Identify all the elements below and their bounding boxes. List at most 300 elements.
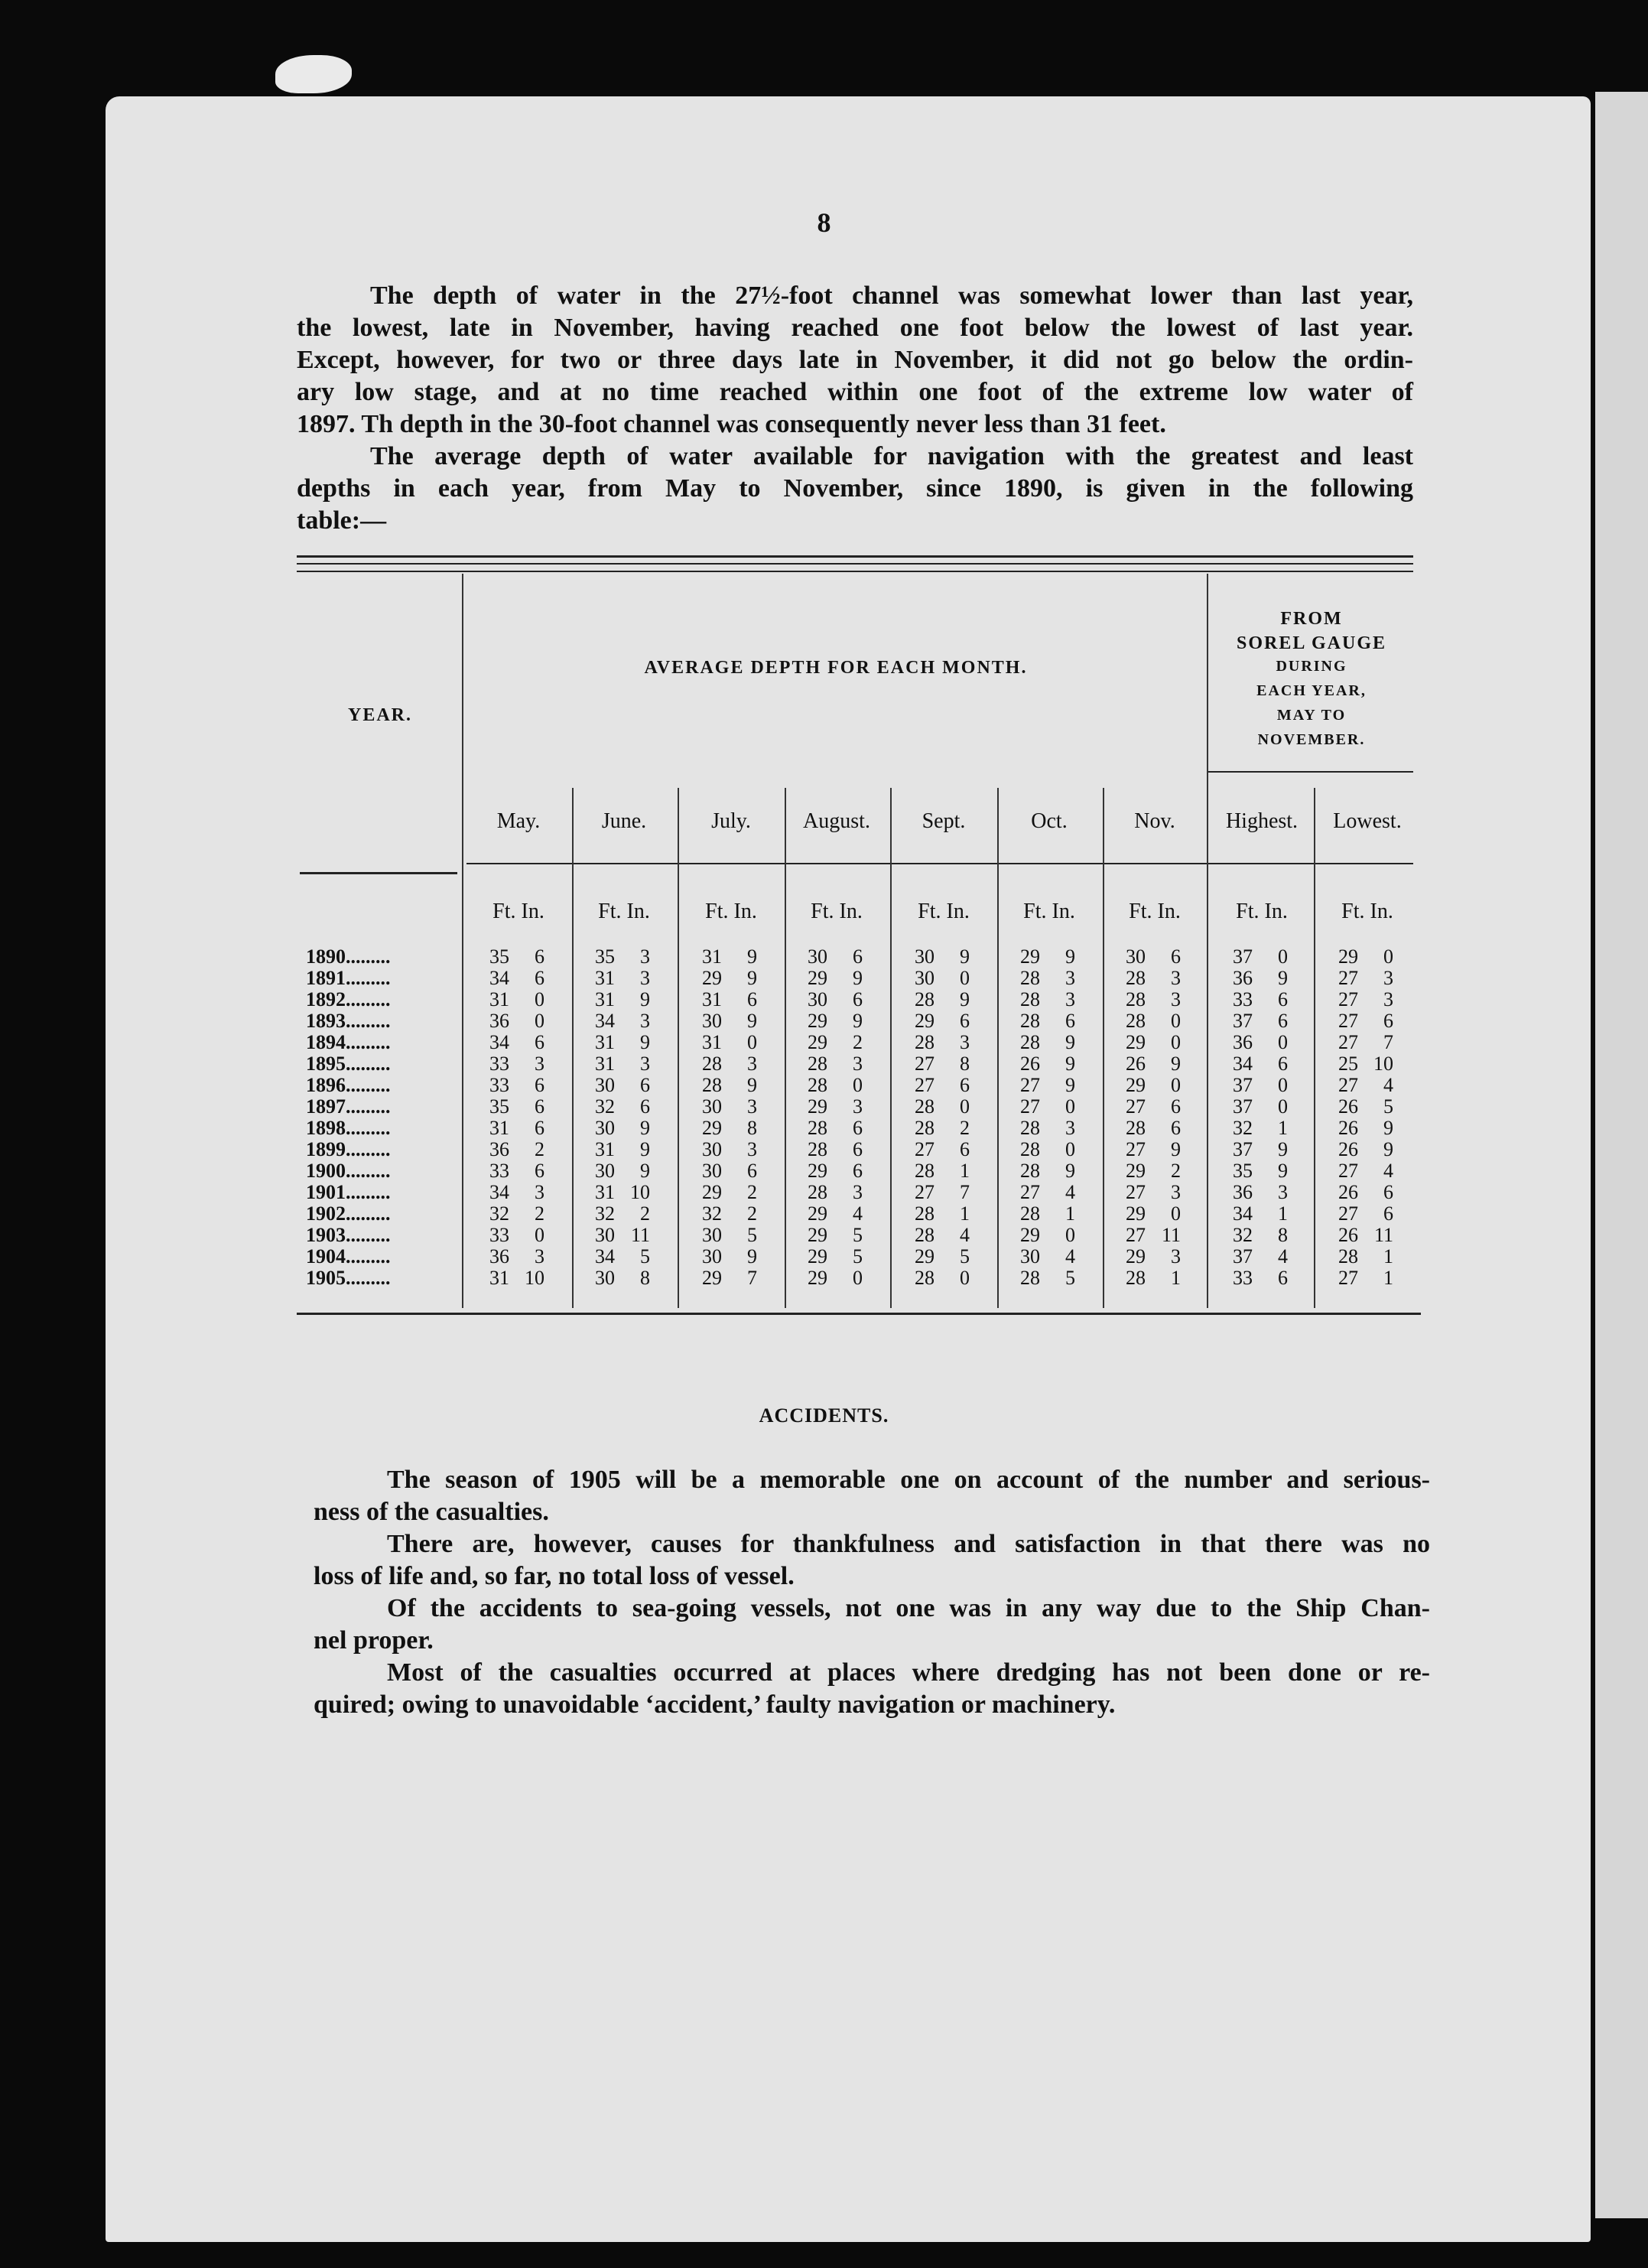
year-cell: 1903......... [306,1224,391,1246]
feet-cell: 34 [1233,1202,1253,1225]
feet-cell: 29 [808,1031,827,1053]
inches-cell: 0 [1065,1138,1075,1160]
inches-cell: 6 [1171,1095,1181,1118]
inches-cell: 3 [1171,988,1181,1010]
column-divider [785,788,786,1308]
inches-cell: 9 [640,988,650,1010]
feet-cell: 27 [1338,967,1358,989]
inches-cell: 9 [960,945,970,968]
feet-cell: 30 [702,1138,722,1160]
inches-cell: 5 [640,1245,650,1267]
inches-cell: 1 [1383,1245,1393,1267]
inches-cell: 9 [1278,1160,1288,1182]
feet-cell: 35 [1233,1160,1253,1182]
inches-cell: 4 [960,1224,970,1246]
inches-cell: 6 [853,1117,863,1139]
inches-cell: 0 [1171,1202,1181,1225]
feet-cell: 29 [915,1245,935,1267]
feet-cell: 29 [1020,945,1040,968]
feet-cell: 28 [808,1181,827,1203]
intro-line: The depth of water in the 27½-foot channel was somewhat lower than last year, [370,281,1413,310]
feet-cell: 29 [808,1095,827,1118]
inches-cell: 9 [747,945,757,968]
feet-cell: 31 [595,1138,615,1160]
inches-cell: 9 [747,967,757,989]
column-divider [890,788,892,1308]
feet-cell: 27 [1338,988,1358,1010]
feet-cell: 31 [595,967,615,989]
feet-cell: 28 [1126,1010,1146,1032]
inches-cell: 9 [1065,1053,1075,1075]
inches-cell: 9 [747,1010,757,1032]
inches-cell: 3 [1278,1181,1288,1203]
intro-line: the lowest, late in November, having reached one foot below the lowest of last year. [297,314,1413,342]
feet-cell: 31 [702,1031,722,1053]
unit-label: Ft. In. [1236,900,1288,923]
feet-cell: 28 [1338,1245,1358,1267]
year-cell: 1897......... [306,1095,391,1118]
inches-cell: 0 [1065,1095,1075,1118]
inches-cell: 0 [960,1095,970,1118]
inches-cell: 0 [1278,945,1288,968]
feet-cell: 26 [1126,1053,1146,1075]
inches-cell: 0 [960,967,970,989]
feet-cell: 27 [915,1181,935,1203]
inches-cell: 6 [1278,1267,1288,1289]
inches-cell: 5 [747,1224,757,1246]
feet-cell: 32 [595,1202,615,1225]
inches-cell: 9 [640,1031,650,1053]
year-col-divider [462,574,463,1308]
table-top-rule-inner [297,563,1413,565]
feet-cell: 36 [489,1245,509,1267]
feet-cell: 29 [1126,1245,1146,1267]
feet-cell: 26 [1338,1224,1358,1246]
sorel-header-line: SOREL GAUGE [1236,633,1387,653]
feet-cell: 28 [808,1117,827,1139]
feet-cell: 26 [1338,1138,1358,1160]
inches-cell: 5 [1065,1267,1075,1289]
feet-cell: 35 [489,945,509,968]
feet-cell: 29 [1020,1224,1040,1246]
feet-cell: 27 [1020,1181,1040,1203]
column-divider [997,788,999,1308]
unit-label: Ft. In. [705,900,757,923]
inches-cell: 6 [640,1074,650,1096]
feet-cell: 35 [595,945,615,968]
inches-cell: 6 [853,1160,863,1182]
inches-cell: 6 [1278,1010,1288,1032]
inches-cell: 9 [1383,1117,1393,1139]
inches-cell: 3 [535,1053,544,1075]
inches-cell: 0 [1065,1224,1075,1246]
inches-cell: 9 [747,1074,757,1096]
inches-cell: 6 [1383,1202,1393,1225]
feet-cell: 28 [915,1095,935,1118]
inches-cell: 6 [1171,945,1181,968]
sorel-header-line: EACH YEAR, [1256,682,1367,699]
feet-cell: 28 [1020,988,1040,1010]
inches-cell: 11 [630,1224,650,1246]
year-header: YEAR. [347,705,412,725]
inches-cell: 3 [853,1095,863,1118]
feet-cell: 25 [1338,1053,1358,1075]
feet-cell: 33 [1233,1267,1253,1289]
inches-cell: 6 [535,1095,544,1118]
inches-cell: 11 [1161,1224,1181,1246]
feet-cell: 33 [489,1053,509,1075]
sorel-divider [1208,771,1413,773]
inches-cell: 0 [853,1074,863,1096]
feet-cell: 34 [595,1245,615,1267]
feet-cell: 28 [915,1267,935,1289]
accidents-line: The season of 1905 will be a memorable one on account of the number and serious- [387,1466,1430,1494]
accidents-line: Most of the casualties occurred at places where dredging has not been done or re- [387,1658,1430,1687]
inches-cell: 0 [535,1010,544,1032]
inches-cell: 3 [1383,988,1393,1010]
inches-cell: 1 [1171,1267,1181,1289]
sorel-col-divider [1207,574,1208,1308]
accidents-line: loss of life and, so far, no total loss of vessel. [314,1562,795,1590]
inches-cell: 3 [640,1010,650,1032]
unit-label: Ft. In. [1129,900,1181,923]
inches-cell: 1 [960,1202,970,1225]
year-cell: 1890......... [306,945,391,968]
column-header: August. [803,809,870,833]
feet-cell: 31 [489,1117,509,1139]
inches-cell: 0 [853,1267,863,1289]
inches-cell: 6 [535,1160,544,1182]
year-cell: 1898......... [306,1117,391,1139]
year-cell: 1899......... [306,1138,391,1160]
inches-cell: 9 [1383,1138,1393,1160]
inches-cell: 8 [640,1267,650,1289]
inches-cell: 0 [1171,1010,1181,1032]
feet-cell: 30 [915,967,935,989]
feet-cell: 34 [489,1181,509,1203]
feet-cell: 27 [1338,1160,1358,1182]
feet-cell: 30 [915,945,935,968]
feet-cell: 34 [489,1031,509,1053]
feet-cell: 28 [1020,1031,1040,1053]
year-cell: 1891......... [306,967,391,989]
feet-cell: 29 [808,1224,827,1246]
feet-cell: 30 [702,1224,722,1246]
feet-cell: 32 [489,1202,509,1225]
feet-cell: 29 [1126,1202,1146,1225]
inches-cell: 9 [640,1160,650,1182]
unit-label: Ft. In. [811,900,863,923]
inches-cell: 6 [1065,1010,1075,1032]
feet-cell: 28 [702,1053,722,1075]
inches-cell: 6 [640,1095,650,1118]
inches-cell: 8 [960,1053,970,1075]
feet-cell: 29 [808,1245,827,1267]
inches-cell: 2 [640,1202,650,1225]
inches-cell: 6 [1278,1053,1288,1075]
accidents-line: nel proper. [314,1626,434,1655]
inches-cell: 9 [1065,1031,1075,1053]
feet-cell: 30 [702,1010,722,1032]
table-top-rule [297,555,1413,558]
feet-cell: 26 [1338,1181,1358,1203]
inches-cell: 5 [1383,1095,1393,1118]
year-cell: 1896......... [306,1074,391,1096]
feet-cell: 31 [702,988,722,1010]
adjacent-page-edge [1595,92,1648,2218]
table-top-rule-3 [297,571,1413,572]
feet-cell: 27 [1020,1074,1040,1096]
feet-cell: 27 [915,1074,935,1096]
feet-cell: 28 [915,988,935,1010]
inches-cell: 6 [960,1074,970,1096]
inches-cell: 9 [1065,1160,1075,1182]
column-header: July. [711,809,751,833]
inches-cell: 0 [747,1031,757,1053]
inches-cell: 0 [1278,1031,1288,1053]
inches-cell: 9 [1278,1138,1288,1160]
feet-cell: 28 [808,1138,827,1160]
feet-cell: 30 [808,988,827,1010]
feet-cell: 31 [595,1181,615,1203]
inches-cell: 0 [1171,1074,1181,1096]
inches-cell: 2 [747,1181,757,1203]
inches-cell: 3 [1171,1245,1181,1267]
sorel-header-line: MAY TO [1276,707,1347,724]
inches-cell: 3 [640,1053,650,1075]
inches-cell: 0 [535,988,544,1010]
feet-cell: 28 [808,1053,827,1075]
inches-cell: 9 [1065,1074,1075,1096]
feet-cell: 31 [702,945,722,968]
inches-cell: 5 [960,1245,970,1267]
inches-cell: 3 [747,1053,757,1075]
year-header-rule [300,872,457,874]
feet-cell: 29 [808,967,827,989]
feet-cell: 31 [595,1053,615,1075]
feet-cell: 28 [1020,1160,1040,1182]
inches-cell: 1 [1065,1202,1075,1225]
inches-cell: 3 [1065,988,1075,1010]
feet-cell: 29 [915,1010,935,1032]
inches-cell: 1 [1278,1202,1288,1225]
inches-cell: 3 [853,1053,863,1075]
feet-cell: 30 [702,1095,722,1118]
inches-cell: 9 [1065,945,1075,968]
inches-cell: 8 [747,1117,757,1139]
sorel-header-line: DURING [1276,658,1347,675]
feet-cell: 26 [1020,1053,1040,1075]
intro-line: ary low stage, and at no time reached within one foot of the extreme low water of [297,378,1413,406]
feet-cell: 30 [808,945,827,968]
feet-cell: 34 [595,1010,615,1032]
inches-cell: 3 [853,1181,863,1203]
inches-cell: 6 [747,988,757,1010]
inches-cell: 9 [640,1117,650,1139]
sorel-header-line: NOVEMBER. [1257,731,1366,748]
inches-cell: 6 [960,1010,970,1032]
inches-cell: 2 [535,1202,544,1225]
torn-corner [275,55,352,93]
feet-cell: 30 [1020,1245,1040,1267]
feet-cell: 28 [1126,988,1146,1010]
year-cell: 1902......... [306,1202,391,1225]
feet-cell: 30 [595,1160,615,1182]
accidents-line: Of the accidents to sea-going vessels, not one was in any way due to the Ship Chan- [387,1594,1430,1622]
inches-cell: 3 [640,967,650,989]
page-number: 8 [817,207,831,238]
year-cell: 1904......... [306,1245,391,1267]
column-header: Nov. [1134,809,1175,833]
feet-cell: 27 [915,1138,935,1160]
inches-cell: 6 [535,1031,544,1053]
inches-cell: 6 [960,1138,970,1160]
feet-cell: 27 [1126,1095,1146,1118]
inches-cell: 1 [1383,1267,1393,1289]
feet-cell: 32 [702,1202,722,1225]
year-cell: 1901......... [306,1181,391,1203]
feet-cell: 37 [1233,1095,1253,1118]
accidents-line: There are, however, causes for thankfulness and satisfaction in that there was no [387,1530,1430,1558]
feet-cell: 37 [1233,1010,1253,1032]
inches-cell: 9 [1171,1053,1181,1075]
feet-cell: 29 [808,1160,827,1182]
year-cell: 1900......... [306,1160,391,1182]
inches-cell: 4 [1065,1245,1075,1267]
feet-cell: 29 [702,1117,722,1139]
intro-line: table:— [297,506,387,535]
inches-cell: 0 [1383,945,1393,968]
feet-cell: 28 [1126,1117,1146,1139]
intro-line: Except, however, for two or three days late in November, it did not go below the ordin- [297,346,1413,374]
feet-cell: 28 [915,1202,935,1225]
feet-cell: 28 [1020,1117,1040,1139]
feet-cell: 29 [1126,1074,1146,1096]
feet-cell: 27 [1126,1224,1146,1246]
inches-cell: 7 [960,1181,970,1203]
feet-cell: 28 [702,1074,722,1096]
inches-cell: 3 [535,1181,544,1203]
inches-cell: 9 [1278,967,1288,989]
feet-cell: 27 [1338,1031,1358,1053]
accidents-line: ness of the casualties. [314,1498,549,1526]
feet-cell: 27 [915,1053,935,1075]
inches-cell: 3 [535,1245,544,1267]
inches-cell: 0 [1278,1074,1288,1096]
feet-cell: 30 [1126,945,1146,968]
inches-cell: 6 [1171,1117,1181,1139]
inches-cell: 9 [1171,1138,1181,1160]
feet-cell: 29 [702,1181,722,1203]
inches-cell: 0 [1278,1095,1288,1118]
unit-label: Ft. In. [492,900,544,923]
feet-cell: 34 [489,967,509,989]
inches-cell: 8 [1278,1224,1288,1246]
inches-cell: 0 [960,1267,970,1289]
feet-cell: 28 [808,1074,827,1096]
inches-cell: 10 [1373,1053,1393,1075]
inches-cell: 6 [1278,988,1288,1010]
feet-cell: 33 [489,1074,509,1096]
feet-cell: 29 [1126,1160,1146,1182]
average-depth-header: AVERAGE DEPTH FOR EACH MONTH. [644,658,1028,678]
inches-cell: 4 [853,1202,863,1225]
feet-cell: 30 [702,1245,722,1267]
inches-cell: 4 [1278,1245,1288,1267]
inches-cell: 2 [1171,1160,1181,1182]
inches-cell: 6 [535,945,544,968]
inches-cell: 6 [1383,1181,1393,1203]
inches-cell: 9 [960,988,970,1010]
feet-cell: 29 [702,967,722,989]
inches-cell: 2 [535,1138,544,1160]
column-divider [572,788,574,1308]
inches-cell: 3 [1171,1181,1181,1203]
feet-cell: 28 [915,1224,935,1246]
unit-label: Ft. In. [918,900,970,923]
feet-cell: 33 [1233,988,1253,1010]
inches-cell: 2 [747,1202,757,1225]
year-cell: 1894......... [306,1031,391,1053]
column-header: May. [496,809,541,833]
feet-cell: 28 [915,1160,935,1182]
feet-cell: 31 [489,988,509,1010]
feet-cell: 29 [808,1267,827,1289]
inches-cell: 7 [747,1267,757,1289]
feet-cell: 30 [702,1160,722,1182]
inches-cell: 5 [853,1245,863,1267]
intro-line: 1897. Th depth in the 30-foot channel was consequently never less than 31 feet. [297,410,1166,438]
inches-cell: 1 [960,1160,970,1182]
inches-cell: 3 [1065,967,1075,989]
column-header: Lowest. [1333,809,1402,833]
month-header-rule [466,863,1413,864]
inches-cell: 6 [535,1117,544,1139]
year-cell: 1892......... [306,988,391,1010]
unit-label: Ft. In. [598,900,650,923]
feet-cell: 28 [915,1117,935,1139]
feet-cell: 31 [595,988,615,1010]
feet-cell: 30 [595,1224,615,1246]
feet-cell: 27 [1126,1138,1146,1160]
feet-cell: 37 [1233,1074,1253,1096]
inches-cell: 6 [535,1074,544,1096]
feet-cell: 29 [808,1010,827,1032]
column-divider [678,788,679,1308]
feet-cell: 30 [595,1267,615,1289]
inches-cell: 3 [640,945,650,968]
inches-cell: 5 [853,1224,863,1246]
accidents-line: quired; owing to unavoidable ‘accident,’ faulty navigation or machinery. [314,1690,1116,1719]
feet-cell: 37 [1233,1245,1253,1267]
inches-cell: 6 [1383,1010,1393,1032]
inches-cell: 11 [1373,1224,1393,1246]
feet-cell: 36 [489,1010,509,1032]
feet-cell: 29 [1126,1031,1146,1053]
year-cell: 1893......... [306,1010,391,1032]
inches-cell: 6 [747,1160,757,1182]
feet-cell: 27 [1338,1202,1358,1225]
feet-cell: 35 [489,1095,509,1118]
feet-cell: 27 [1338,1074,1358,1096]
feet-cell: 28 [1020,1010,1040,1032]
inches-cell: 3 [960,1031,970,1053]
column-divider [1314,788,1315,1308]
feet-cell: 28 [1020,967,1040,989]
sorel-header-line: FROM [1280,609,1343,629]
inches-cell: 0 [535,1224,544,1246]
feet-cell: 28 [1020,1138,1040,1160]
